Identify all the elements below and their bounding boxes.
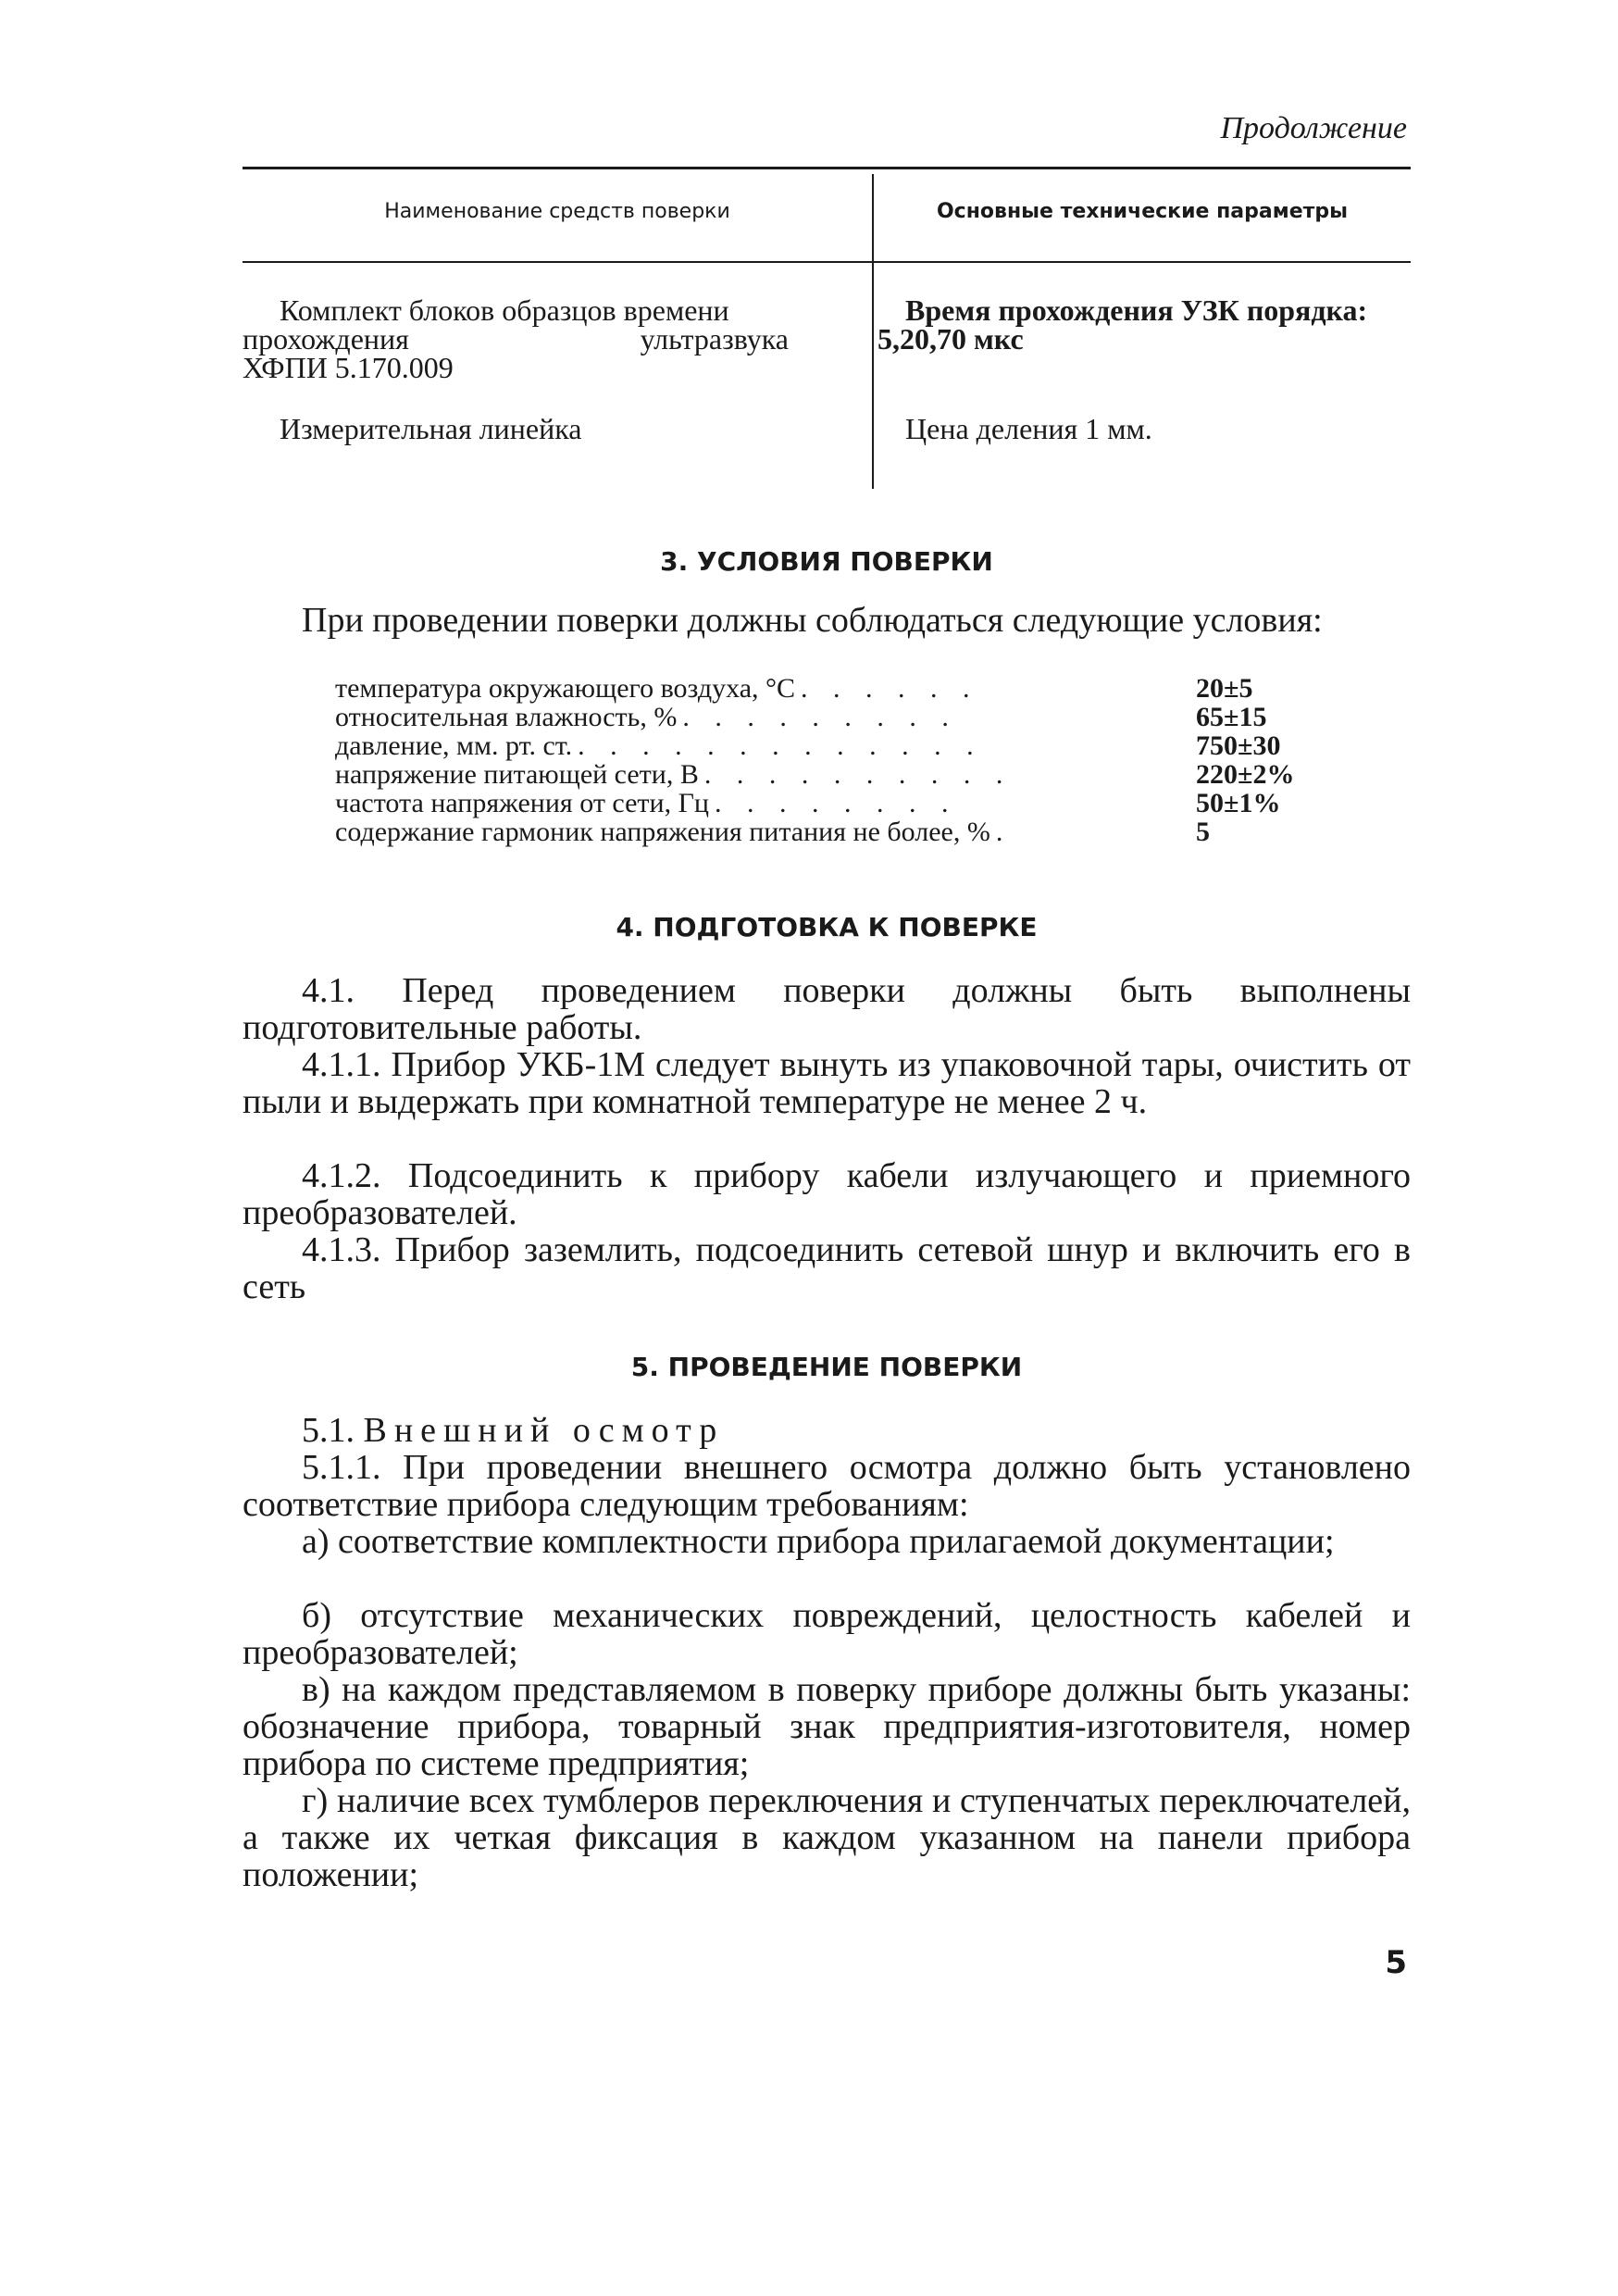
condition-label: напряжение питающей сети, В [335,759,699,790]
condition-leader: . . . . . . . . [715,789,958,817]
condition-value: 220±2% [1196,759,1295,790]
condition-value: 20±5 [1196,673,1253,704]
condition-value: 50±1% [1196,788,1281,818]
section-3-title: 3. УСЛОВИЯ ПОВЕРКИ [660,546,993,577]
table-row-2-name: Измерительная линейка [280,412,582,445]
section-3-intro: При проведении поверки должны соблюдаться следующие условия: [302,601,1323,640]
table-row-1-name-line: ХФПИ 5.170.009 [243,351,454,384]
subsection-number: 5.1. [302,1411,355,1450]
table-header-params: Основные технические параметры [936,200,1349,223]
table-row-1-params-line: 5,20,70 мкс [877,322,1024,356]
page-number: 5 [1385,1944,1407,1981]
requirement-a: а) соответствие комплектности прибора прилагаемой документации; [302,1522,1335,1561]
condition-leader: . . . . . . . . . [682,703,958,731]
table-header-name: Наименование средств поверки [384,200,730,223]
condition-row [335,731,1316,760]
table-top-rule [243,167,1411,169]
table-row-2-params: Цена деления 1 мм. [905,412,1152,445]
table-header-rule [243,261,1411,263]
table-row-1-name-line [243,322,789,356]
paragraph-4-1-1: 4.1.1. Прибор УКБ-1М следует вынуть из упаковочной тары, очистить от пыли и выдержать при комнатной температуре не менее 2 ч. [243,1045,1411,1121]
condition-row [335,760,1316,789]
table-row-1-name-word: ультразвука [640,322,789,356]
condition-leader: . . . . . . [801,674,979,703]
conditions-list [335,674,1316,846]
condition-label: относительная влажность, % [335,702,678,732]
condition-label: давление, мм. рт. ст. [335,730,573,761]
condition-leader: . . . . . . . . . . [703,760,1013,789]
condition-row [335,789,1316,817]
paragraph-4-1: 4.1. Перед проведением поверки должны быть выполнены подготовительные работы. [243,971,1411,1047]
condition-row [335,817,1316,846]
table-row-1-name-word: прохождения [243,322,409,356]
continuation-label: Продолжение [1220,111,1407,145]
table-row-1-name-line: Комплект блоков образцов времени [280,293,729,327]
condition-label: температура окружающего воздуха, °С [335,673,796,704]
section-5-title: 5. ПРОВЕДЕНИЕ ПОВЕРКИ [630,1352,1023,1382]
condition-row [335,703,1316,731]
condition-value: 750±30 [1196,730,1281,761]
condition-value: 65±15 [1196,702,1267,732]
requirement-g: г) наличие всех тумблеров переключения и ступенчатых переключателей, а также их четкая фиксация в каждом указанном на панели прибора положении; [243,1781,1411,1894]
condition-row [335,674,1316,703]
requirement-b: б) отсутствие механических повреждений, целостность кабелей и преобразователей; [243,1596,1411,1672]
table-column-divider [872,174,874,489]
paragraph-5-1-1: 5.1.1. При проведении внешнего осмотра должно быть установлено соответствие прибора следующим требованиям: [243,1448,1411,1524]
table-row-1-name [243,293,835,384]
subsection-5-1-title [243,1412,1411,1449]
table-row-1-params [877,293,1414,356]
paragraph-4-1-3: 4.1.3. Прибор заземлить, подсоединить сетевой шнур и включить его в сеть [243,1230,1411,1306]
condition-label: содержание гармоник напряжения питания не более, % [335,817,990,847]
subsection-title-text: Внешний осмотр [363,1411,725,1450]
condition-label: частота напряжения от сети, Гц [335,788,709,818]
equipment-table [243,167,1411,491]
section-4-title: 4. ПОДГОТОВКА К ПОВЕРКЕ [616,912,1038,942]
requirement-v: в) на каждом представляемом в поверку приборе должны быть указаны: обозначение прибора, товарный знак предприятия-изготовителя, номер прибора по системе предприятия; [243,1670,1411,1783]
condition-leader: . [995,817,1013,846]
table-row-1-params-line: Время прохождения УЗК порядка: [905,293,1368,327]
condition-value: 5 [1196,817,1210,847]
paragraph-4-1-2: 4.1.2. Подсоединить к прибору кабели излучающего и приемного преобразователей. [243,1156,1411,1232]
condition-leader: . . . . . . . . . . . . . [578,731,983,760]
